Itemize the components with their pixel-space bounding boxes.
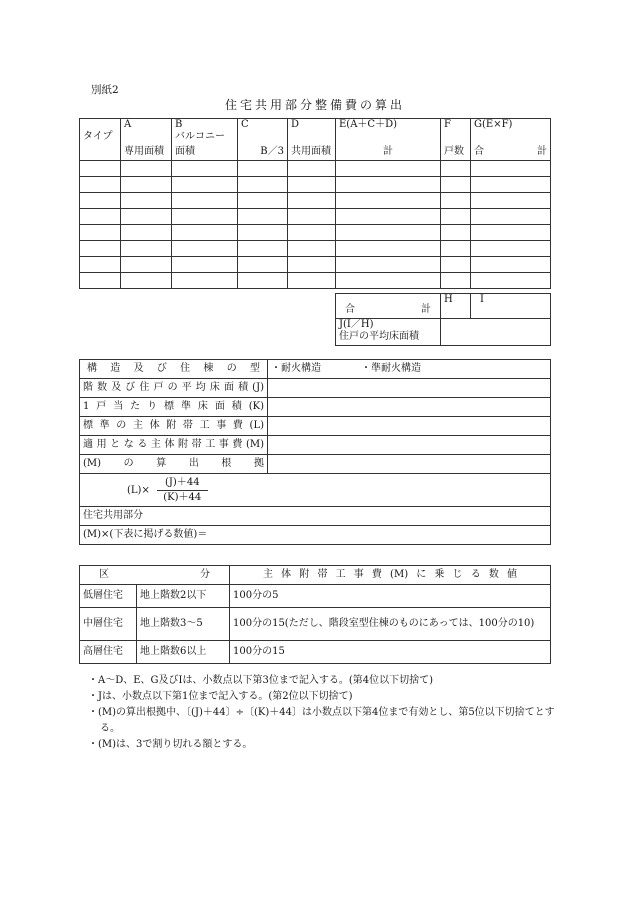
table-row: (M)の算出根拠 [80,455,551,474]
col-f-header: F 戸数 [441,119,471,161]
multiplier-table [79,565,551,664]
table-row [80,161,551,177]
table-row: 標準の主体附帯工事費(L) [80,417,551,436]
page-title: 住宅共用部分整備費の算出 [224,98,405,112]
table-row [80,177,551,193]
note-item: ・Jは、小数点以下第1位まで記入する。(第2位以下切捨て) [88,691,353,702]
structure-value[interactable]: ・耐火構造 ・準耐火構造 [268,360,551,379]
table-row [80,193,551,209]
table-row [80,241,551,257]
i-cell[interactable]: I [471,294,551,319]
table-row: 高層住宅 地上階数6以上 100分の15 [80,641,551,664]
shared-label: 住宅共用部分 [80,507,551,526]
cost-table [79,359,551,545]
j-cell[interactable] [441,319,551,346]
totals-table [335,293,551,346]
shared-formula[interactable]: (M)×(下表に掲げる数値)＝ [80,526,551,545]
table-row: 階数及び住戸の平均床面積(J) [80,379,551,398]
attachment-label: 別紙2 [91,84,119,96]
notes [88,673,558,753]
note-item: ・A～D、E、G及びIは、小数点以下第3位まで記入する。(第4位以下切捨て) [88,675,434,686]
note-item: ・(M)は、3で割り切れる額とする。 [88,739,253,750]
table-row: 構造及び住棟の型 ・耐火構造 ・準耐火構造 [80,360,551,379]
table-row [80,209,551,225]
j-label: J(I／H) 住戸の平均床面積 [336,319,441,346]
note-item: ・(M)の算出根拠中、〔(J)＋44〕÷〔(K)＋44〕は小数点以下第4位まで有効とし、第5位以下切捨てとする。 [88,707,555,734]
table-row: 中層住宅 地上階数3～5 100分の15(ただし、階段室型住棟のものにあっては、100分の10) [80,608,551,641]
value-header: 主体附帯工事費(M)に乗じる数値 [230,566,551,585]
col-e-header: E(A＋C＋D) 計 [336,119,441,161]
formula: (L)× $\frac{(J)+44}{(K)+44}$ [80,474,551,507]
col-c-header: C B／3 [238,119,288,161]
table-row [80,225,551,241]
h-cell[interactable]: H [441,294,471,319]
col-b-header: B バルコニー 面積 [172,119,238,161]
col-d-header: D 共用面積 [288,119,336,161]
table-row: 低層住宅 地上階数2以下 100分の5 [80,585,551,608]
col-g-header: G(E×F) 合 計 [471,119,551,161]
area-table [79,118,551,289]
table-row [80,257,551,273]
sum-label: 合 計 [336,294,441,319]
type-header: タイプ [80,119,121,161]
table-row: 1戸当たり標準床面積(K) [80,398,551,417]
table-row [80,273,551,289]
category-header: 区 分 [80,566,230,585]
table-row: 適用となる主体附帯工事費(M) [80,436,551,455]
fraction: $\frac{(J)+44}{(K)+44}$ [157,477,208,504]
col-a-header: A 専用面積 [121,119,172,161]
